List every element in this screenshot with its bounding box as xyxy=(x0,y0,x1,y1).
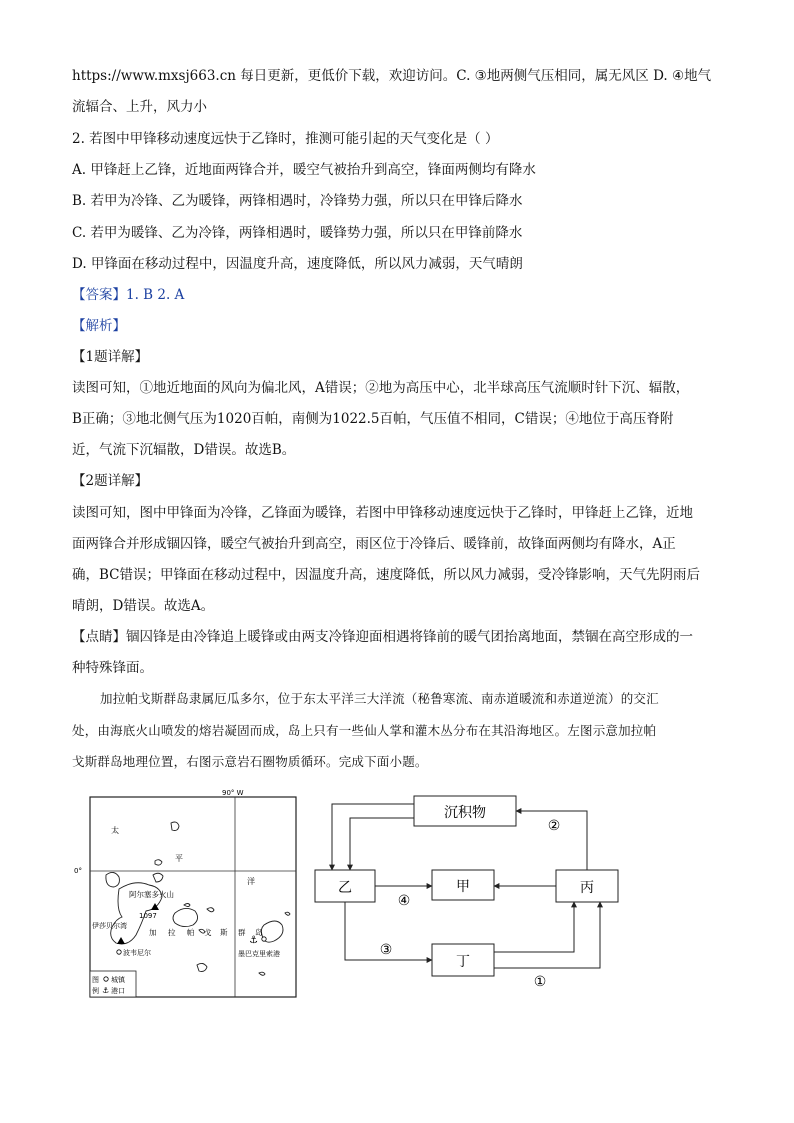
detail-2-line-2: 面两锋合并形成锢囚锋，暖空气被抬升到高空，雨区位于冷锋后、暖锋前，故锋面两侧均有降水，A正 xyxy=(72,536,676,552)
answer-line: 【答案】1. B 2. A xyxy=(72,287,185,303)
arrow-ding-to-bing-upper xyxy=(494,902,574,952)
ocean-char-2: 平 xyxy=(175,854,183,863)
place-moreno: 墨巴克里索港 xyxy=(238,950,280,958)
arrow-sediment-to-yi-inner xyxy=(350,818,414,870)
option-b: B. 若甲为冷锋、乙为暖锋，两锋相遇时，冷锋势力强，所以只在甲锋后降水 xyxy=(72,193,523,209)
longitude-label: 90° W xyxy=(222,789,244,797)
tip-line-2: 种特殊锋面。 xyxy=(72,660,153,676)
legend-port-icon: ⚓ xyxy=(102,986,110,995)
analysis-heading: 【解析】 xyxy=(72,318,126,334)
label-sediment: 沉积物 xyxy=(444,805,486,821)
latitude-label: 0° xyxy=(74,867,82,875)
detail-2-line-3: 确，BC错误；甲锋面在移动过程中，因温度升高，速度降低，所以风力减弱，受冷锋影响，天气先阴雨后 xyxy=(72,567,700,583)
place-isabela: 伊莎贝尔湾 xyxy=(92,922,127,930)
detail-2-heading: 【2题详解】 xyxy=(72,473,149,489)
archipelago-char-2: 拉 xyxy=(168,928,176,937)
arrow-label-4: ④ xyxy=(397,893,411,909)
archipelago-char-4: 戈 xyxy=(204,928,212,937)
line-01 xyxy=(72,66,711,86)
volcano-name: 阿尔塞多火山 xyxy=(129,890,174,899)
detail-1-line-3: 近，气流下沉辐散，D错误。故选B。 xyxy=(72,442,296,458)
legend-town-icon xyxy=(104,977,108,981)
detail-2-line-4: 晴朗，D错误。故选A。 xyxy=(72,598,215,614)
line-02: 流辐合、上升，风力小 xyxy=(72,99,207,115)
ocean-char-1: 太 xyxy=(111,826,119,835)
intro-line-2: 处，由海底火山喷发的熔岩凝固而成，岛上只有一些仙人掌和灌木丛分布在其沿海地区。左图示意加拉帕 xyxy=(72,723,657,738)
arrow-label-3: ③ xyxy=(379,942,393,958)
label-bing: 丙 xyxy=(580,880,594,896)
label-jia: 甲 xyxy=(456,879,470,895)
intro-line-3: 戈斯群岛地理位置，右图示意岩石圈物质循环。完成下面小题。 xyxy=(72,754,428,769)
detail-1-line-2: B正确；③地北侧气压为1020百帕，南侧为1022.5百帕，气压值不相同，C错误；④地位于高压脊附 xyxy=(72,411,674,427)
option-c: C. 若甲为暖锋、乙为冷锋，两锋相遇时，暖锋势力强，所以只在甲锋前降水 xyxy=(72,225,523,241)
arrow-ding-to-bing-lower xyxy=(494,902,600,968)
rock-cycle-diagram xyxy=(310,790,622,995)
detail-1-heading: 【1题详解】 xyxy=(72,349,149,365)
elevation-label: 1097 xyxy=(139,912,157,920)
archipelago-char-6: 群 xyxy=(238,928,246,937)
detail-2-line-1: 读图可知，图中甲锋面为冷锋，乙锋面为暖锋，若图中甲锋移动速度远快于乙锋时，甲锋赶上乙锋，近地 xyxy=(72,505,693,521)
archipelago-char-7: 岛 xyxy=(255,928,263,937)
map-legend xyxy=(90,971,136,997)
option-a: A. 甲锋赶上乙锋，近地面两锋合并，暖空气被抬升到高空，锋面两侧均有降水 xyxy=(72,162,536,178)
legend-town-label: 城镇 xyxy=(111,976,125,984)
option-d: D. 甲锋面在移动过程中，因温度升高，速度降低，所以风力减弱，天气晴朗 xyxy=(72,256,523,272)
label-yi: 乙 xyxy=(338,880,352,896)
galapagos-map xyxy=(74,789,297,998)
place-villamil: 波韦尼尔 xyxy=(123,949,151,957)
archipelago-char-3: 帕 xyxy=(187,928,195,937)
arrow-label-1: ① xyxy=(533,974,547,990)
source-url[interactable]: https://www.mxsj663.cn 每日更新，更低价下载，欢迎访问。C. ③地两侧气压相同，属无风区 D. ④地气 xyxy=(72,68,712,84)
ocean-char-3: 洋 xyxy=(247,877,255,886)
legend-title-bottom: 例 xyxy=(92,987,99,995)
arrow-label-2: ② xyxy=(547,818,561,834)
legend-port-label: 港口 xyxy=(111,987,125,995)
town-marker-moreno xyxy=(262,937,266,941)
intro-line-1: 加拉帕戈斯群岛隶属厄瓜多尔，位于东太平洋三大洋流（秘鲁寒流、南赤道暖流和赤道逆流）的交汇 xyxy=(100,691,659,706)
archipelago-char-1: 加 xyxy=(149,928,157,937)
question-2: 2. 若图中甲锋移动速度远快于乙锋时，推测可能引起的天气变化是（ ） xyxy=(72,131,499,147)
detail-1-line-1: 读图可知，①地近地面的风向为偏北风，A错误；②地为高压中心，北半球高压气流顺时针下沉、辐散， xyxy=(72,380,690,396)
label-ding: 丁 xyxy=(456,954,470,970)
anchor-icon: ⚓ xyxy=(249,935,258,946)
legend-title-top: 图 xyxy=(92,976,99,984)
town-marker-villamil xyxy=(117,950,121,954)
arrow-sediment-to-yi-outer xyxy=(332,804,414,870)
tip-line-1: 【点睛】锢囚锋是由冷锋追上暖锋或由两支冷锋迎面相遇将锋前的暖气团抬离地面，禁锢在高空形成的一 xyxy=(72,629,693,645)
archipelago-char-5: 斯 xyxy=(220,928,228,937)
